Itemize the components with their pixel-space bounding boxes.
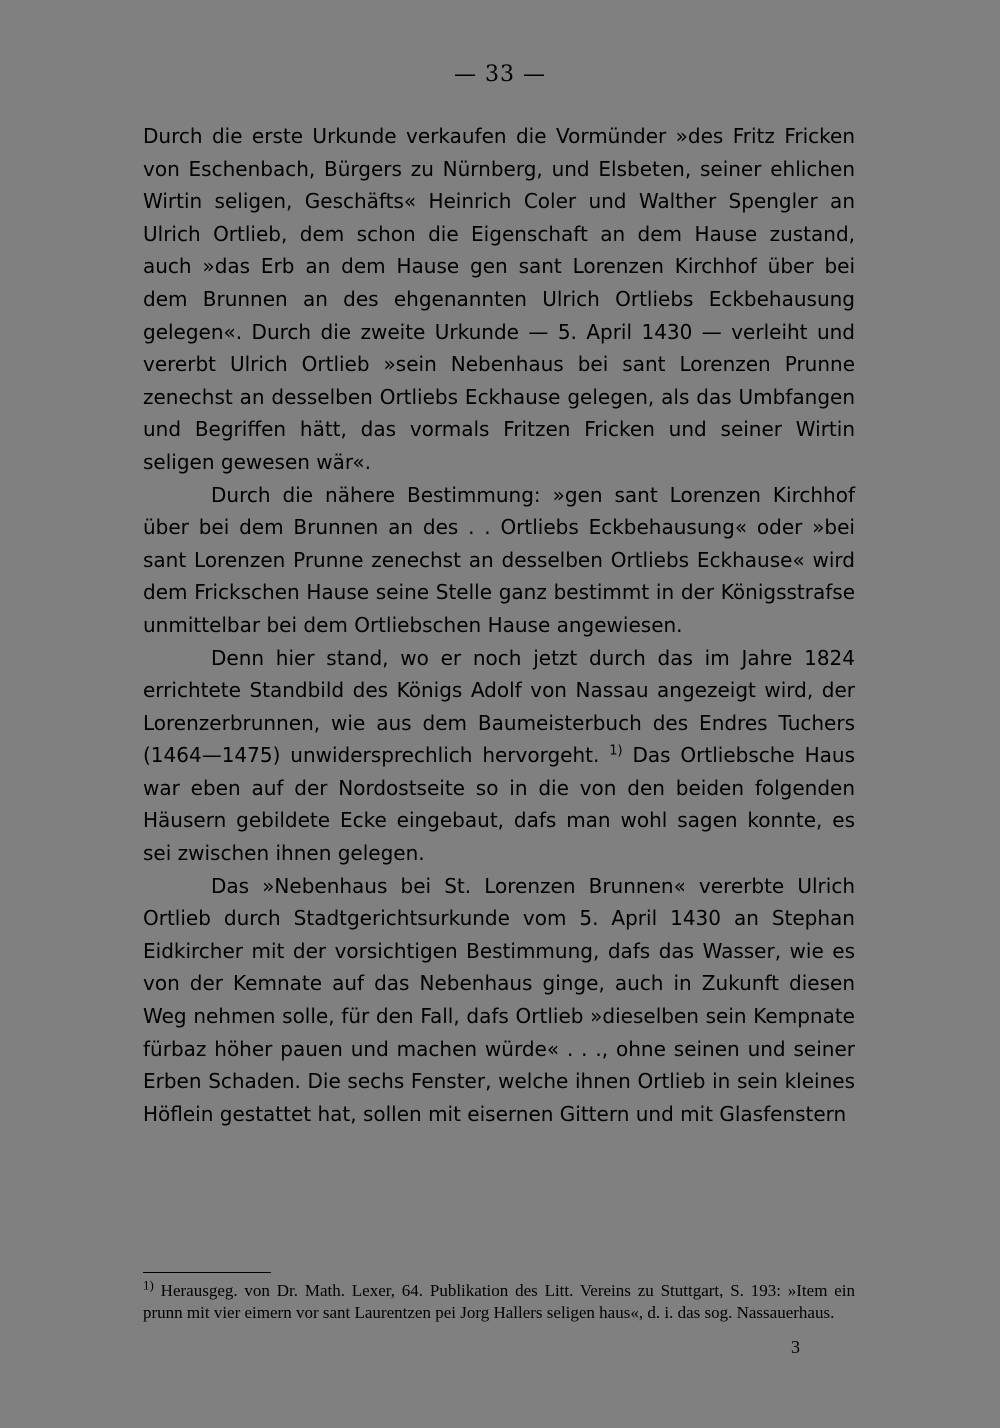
footnote-reference: 1) — [609, 743, 623, 759]
footnote-rule — [143, 1272, 271, 1273]
paragraph-2: Durch die nähere Bestimmung: »gen sant Lorenzen Kirchhof über bei dem Brunnen an des . . Ortliebs Eckbehausung« oder »bei sant Lorenzen Prunne zenechst an desselben Ortliebs Eckhause« wird dem Frickschen Hause seine Stelle ganz bestimmt in der Königsstrafse unmittelbar bei dem Ortliebschen Hause angewiesen. — [143, 482, 855, 637]
signature-mark: 3 — [791, 1337, 800, 1357]
body-text — [143, 120, 855, 1130]
paragraph-3-text: Denn hier stand, wo er noch jetzt durch das im Jahre 1824 errichtete Standbild des Königs Adolf von Nassau angezeigt wird, der Lorenzerbrunnen, wie aus dem Baumeisterbuch des Endres Tuchers (1464—1475) unwidersprechlich hervorgeht. — [143, 645, 855, 768]
footnote-marker: 1) — [143, 1277, 154, 1293]
page-number: — 33 — — [454, 62, 546, 87]
paragraph-4: Das »Nebenhaus bei St. Lorenzen Brunnen« vererbte Ulrich Ortlieb durch Stadtgerichtsurkunde vom 5. April 1430 an Stephan Eidkircher mit der vorsichtigen Bestimmung, dafs das Wasser, wie es von der Kemnate auf das Nebenhaus ginge, auch in Zukunft diesen Weg nehmen solle, für den Fall, dafs Ortlieb »dieselben sein Kempnate fürbaz höher pauen und machen würde« . . ., ohne seinen und seiner Erben Schaden. Die sechs Fenster, welche ihnen Ortlieb in sein kleines Höflein gestattet hat, sollen mit eisernen Gittern und mit Glasfenstern — [143, 873, 855, 1126]
footnote — [143, 1277, 856, 1324]
footnote-text: Herausgeg. von Dr. Math. Lexer, 64. Publikation des Litt. Vereins zu Stuttgart, S. 193: »Item ein prunn mit vier eimern vor sant Laurentzen pei Jorg Hallers seligen haus«, d. i. das sog. Nassauerhaus. — [143, 1281, 856, 1322]
paragraph-3-tail: Das Ortliebsche Haus war eben auf der Nordostseite so in die von den beiden folgenden Häusern gebildete Ecke eingebaut, dafs man wohl sagen konnte, es sei zwischen ihnen gelegen. — [143, 743, 856, 866]
paragraph-1: Durch die erste Urkunde verkaufen die Vormünder »des Fritz Fricken von Eschenbach, Bürgers zu Nürnberg, und Elsbeten, seiner ehlichen Wirtin seligen, Geschäfts« Heinrich Coler und Walther Spengler an Ulrich Ortlieb, dem schon die Eigenschaft an dem Hause zustand, auch »das Erb an dem Hause gen sant Lorenzen Kirchhof über bei dem Brunnen an des ehgenannten Ulrich Ortliebs Eckbehausung gelegen«. Durch die zweite Urkunde — 5. April 1430 — verleiht und vererbt Ulrich Ortlieb »sein Nebenhaus bei sant Lorenzen Prunne zenechst an desselben Ortliebs Eckhause gelegen, als das Umbfangen und Begriffen hätt, das vormals Fritzen Fricken und seiner Wirtin seligen gewesen wär«. — [143, 124, 855, 474]
paragraph-3 — [143, 642, 855, 870]
